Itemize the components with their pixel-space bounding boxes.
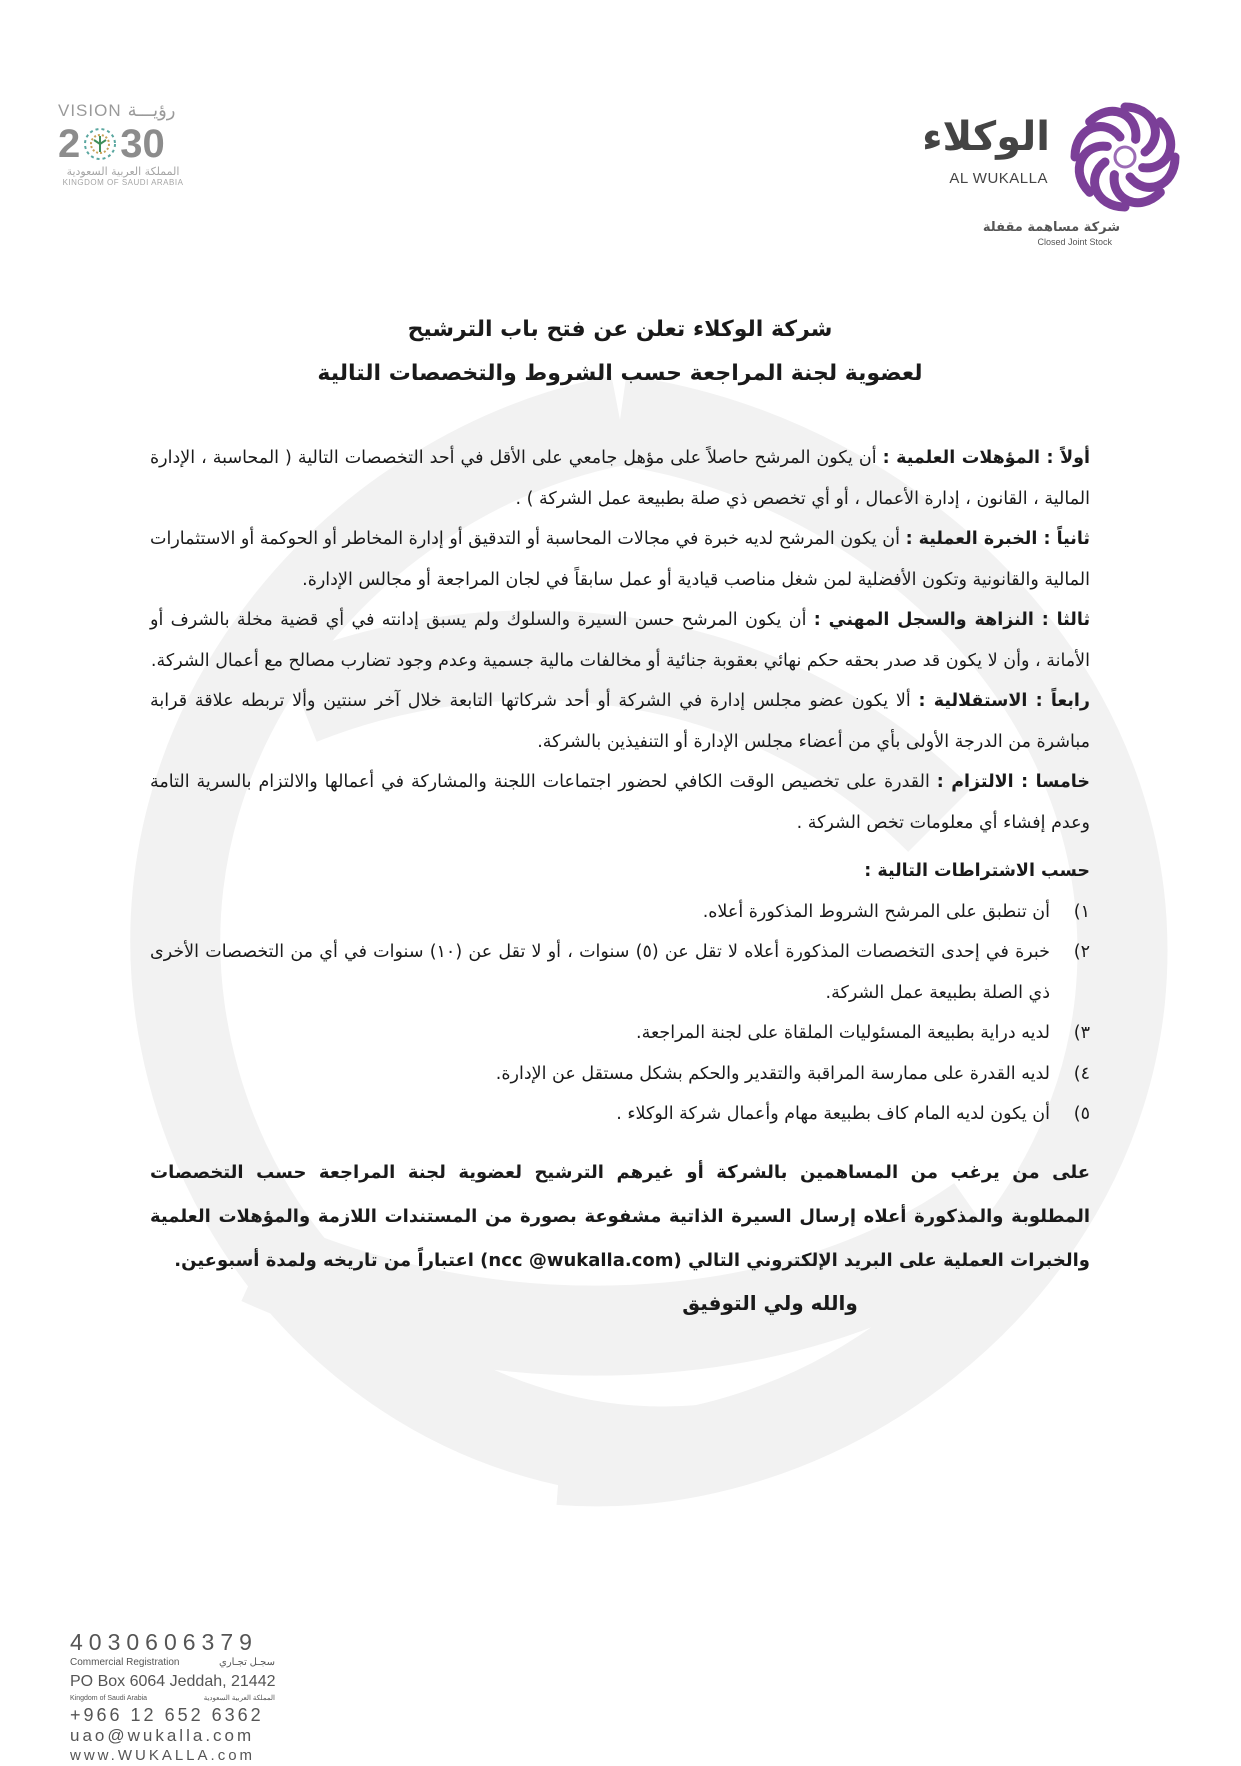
list-item-number: ٥) [1073, 1104, 1090, 1124]
requirement-experience [150, 519, 1090, 600]
vision-country-en: KINGDOM OF SAUDI ARABIA [62, 178, 184, 187]
requirement-text: ألا يكون عضو مجلس إدارة في الشركة أو أحد شركاتها التابعة خلال آخر سنتين وألا تربطه علاقة قرابة مباشرة من الدرجة الأولى بأي من أعضاء مجلس الإدارة أو التنفيذين بالشركة. [150, 691, 1090, 752]
vision-label-en: VISION [58, 100, 122, 120]
announcement-body [150, 438, 1090, 1323]
list-item-text: لديه دراية بطبيعة المسئوليات الملقاة على لجنة المراجعة. [636, 1023, 1050, 1043]
vision-year: 2 30 [58, 122, 165, 166]
country-label [70, 1694, 275, 1704]
vision-country-ar: المملكة العربية السعودية [66, 165, 180, 178]
company-contact-footer [70, 1628, 300, 1766]
country-ar: المملكة العربية السعودية [203, 1695, 275, 1702]
requirement-text: أن يكون المرشح لديه خبرة في مجالات المحاسبة أو التدقيق أو إدارة المخاطر أو الحوكمة أو الاستثمارات المالية والقانونية وتكون الأفضلية لمن شغل مناصب قيادية أو عمل سابقاً في لجان المراجعة أو مجالس الإدارة. [150, 529, 1090, 590]
list-item-number: ٢) [1073, 942, 1090, 962]
application-instructions: على من يرغب من المساهمين بالشركة أو غيرهم الترشيح لعضوية لجنة المراجعة حسب التخصصات المطلوبة والمذكورة أعلاه إرسال السيرة الذاتية مشفوعة بصورة من المستندات اللازمة والمؤهلات العلمية والخبرات العملية على البريد الإلكتروني التالي (ncc @wukalla.com) اعتباراً من تاريخه ولمدة أسبوعين. [150, 1161, 1090, 1271]
conditions-heading: حسب الاشتراطات التالية : [864, 861, 1090, 881]
requirement-text: أن يكون المرشح حاصلاً على مؤهل جامعي على الأقل في أحد التخصصات التالية ( المحاسبة ، الإدارة المالية ، القانون ، إدارة الأعمال ، أو أي تخصص ذي صلة بطبيعة عمل الشركة ) . [150, 448, 1090, 509]
company-type-ar: شركة مساهمة مقفلة [982, 220, 1120, 235]
commercial-registration-label [70, 1656, 275, 1670]
flower-logo-icon [1060, 92, 1190, 222]
vision-2030-logo [58, 100, 208, 200]
list-item-number: ١) [1073, 901, 1090, 922]
cr-label-en: Commercial Registration [70, 1657, 180, 1668]
requirement-integrity [150, 600, 1090, 681]
requirement-heading: ثانياً : الخبرة العملية : [905, 529, 1090, 549]
list-item-text: أن يكون لديه المام كاف بطبيعة مهام وأعمال شركة الوكلاء . [616, 1104, 1050, 1124]
list-item-number: ٤) [1073, 1063, 1090, 1084]
list-item [150, 1094, 1090, 1135]
commercial-registration-number: 4030606379 [70, 1629, 258, 1655]
list-item-number: ٣) [1073, 1023, 1090, 1043]
conditions-list [150, 892, 1090, 1135]
list-item [150, 1013, 1090, 1054]
list-item [150, 932, 1090, 1013]
requirement-commitment [150, 762, 1090, 843]
announcement-title [150, 308, 1090, 396]
list-item-text: أن تنطبق على المرشح الشروط المذكورة أعلاه. [702, 901, 1050, 922]
email-address[interactable]: uao@wukalla.com [70, 1726, 255, 1745]
requirement-text: القدرة على تخصيص الوقت الكافي لحضور اجتماعات اللجنة والمشاركة في أعمالها والالتزام بالسرية التامة وعدم إفشاء أي معلومات تخص الشركة . [150, 772, 1090, 833]
requirement-heading: أولاً : المؤهلات العلمية : [882, 448, 1091, 468]
list-item-text: خبرة في إحدى التخصصات المذكورة أعلاه لا تقل عن (٥) سنوات ، أو لا تقل عن (١٠) سنوات في أي من التخصصات الأخرى ذي الصلة بطبيعة عمل الشركة. [150, 942, 1050, 1003]
requirement-heading: رابعاً : الاستقلالية : [918, 691, 1090, 711]
title-line-1: شركة الوكلاء تعلن عن فتح باب الترشيح [407, 317, 833, 342]
list-item [150, 1054, 1090, 1095]
list-item-text: لديه القدرة على ممارسة المراقبة والتقدير والحكم بشكل مستقل عن الإدارة. [495, 1063, 1050, 1084]
requirement-qualifications [150, 438, 1090, 519]
requirement-text: أن يكون المرشح حسن السيرة والسلوك ولم يسبق إدانته في أي قضية مخلة بالشرف أو الأمانة ، وأن لا يكون قد صدر بحقه حكم نهائي بعقوبة جنائية أو مخالفات مالية جسمية وعدم وجود تضارب مصالح مع أعمال الشركة. [150, 610, 1090, 671]
requirement-heading: خامسا : الالتزام : [936, 772, 1090, 792]
company-logo [922, 92, 1190, 252]
vision-label-ar: رؤيـــة [127, 100, 176, 121]
po-box: PO Box 6064 Jeddah, 21442 [70, 1673, 276, 1690]
list-item [150, 892, 1090, 933]
signoff: والله ولي التوفيق [682, 1290, 858, 1315]
cr-label-ar: سجـل تجـاري [219, 1657, 275, 1668]
requirement-heading: ثالثا : النزاهة والسجل المهني : [813, 610, 1091, 630]
title-line-2: لعضوية لجنة المراجعة حسب الشروط والتخصصات التالية [317, 361, 923, 386]
brand-name-ar: الوكلاء [922, 114, 1050, 160]
company-type-en: Closed Joint Stock [1037, 237, 1112, 247]
phone-number: +966 12 652 6362 [70, 1705, 264, 1725]
brand-name-en: AL WUKALLA [949, 170, 1048, 187]
website-link[interactable]: www.WUKALLA.com [70, 1747, 256, 1764]
palm-emblem-icon [82, 126, 118, 162]
country-en: Kingdom of Saudi Arabia [70, 1695, 148, 1702]
requirement-independence [150, 681, 1090, 762]
